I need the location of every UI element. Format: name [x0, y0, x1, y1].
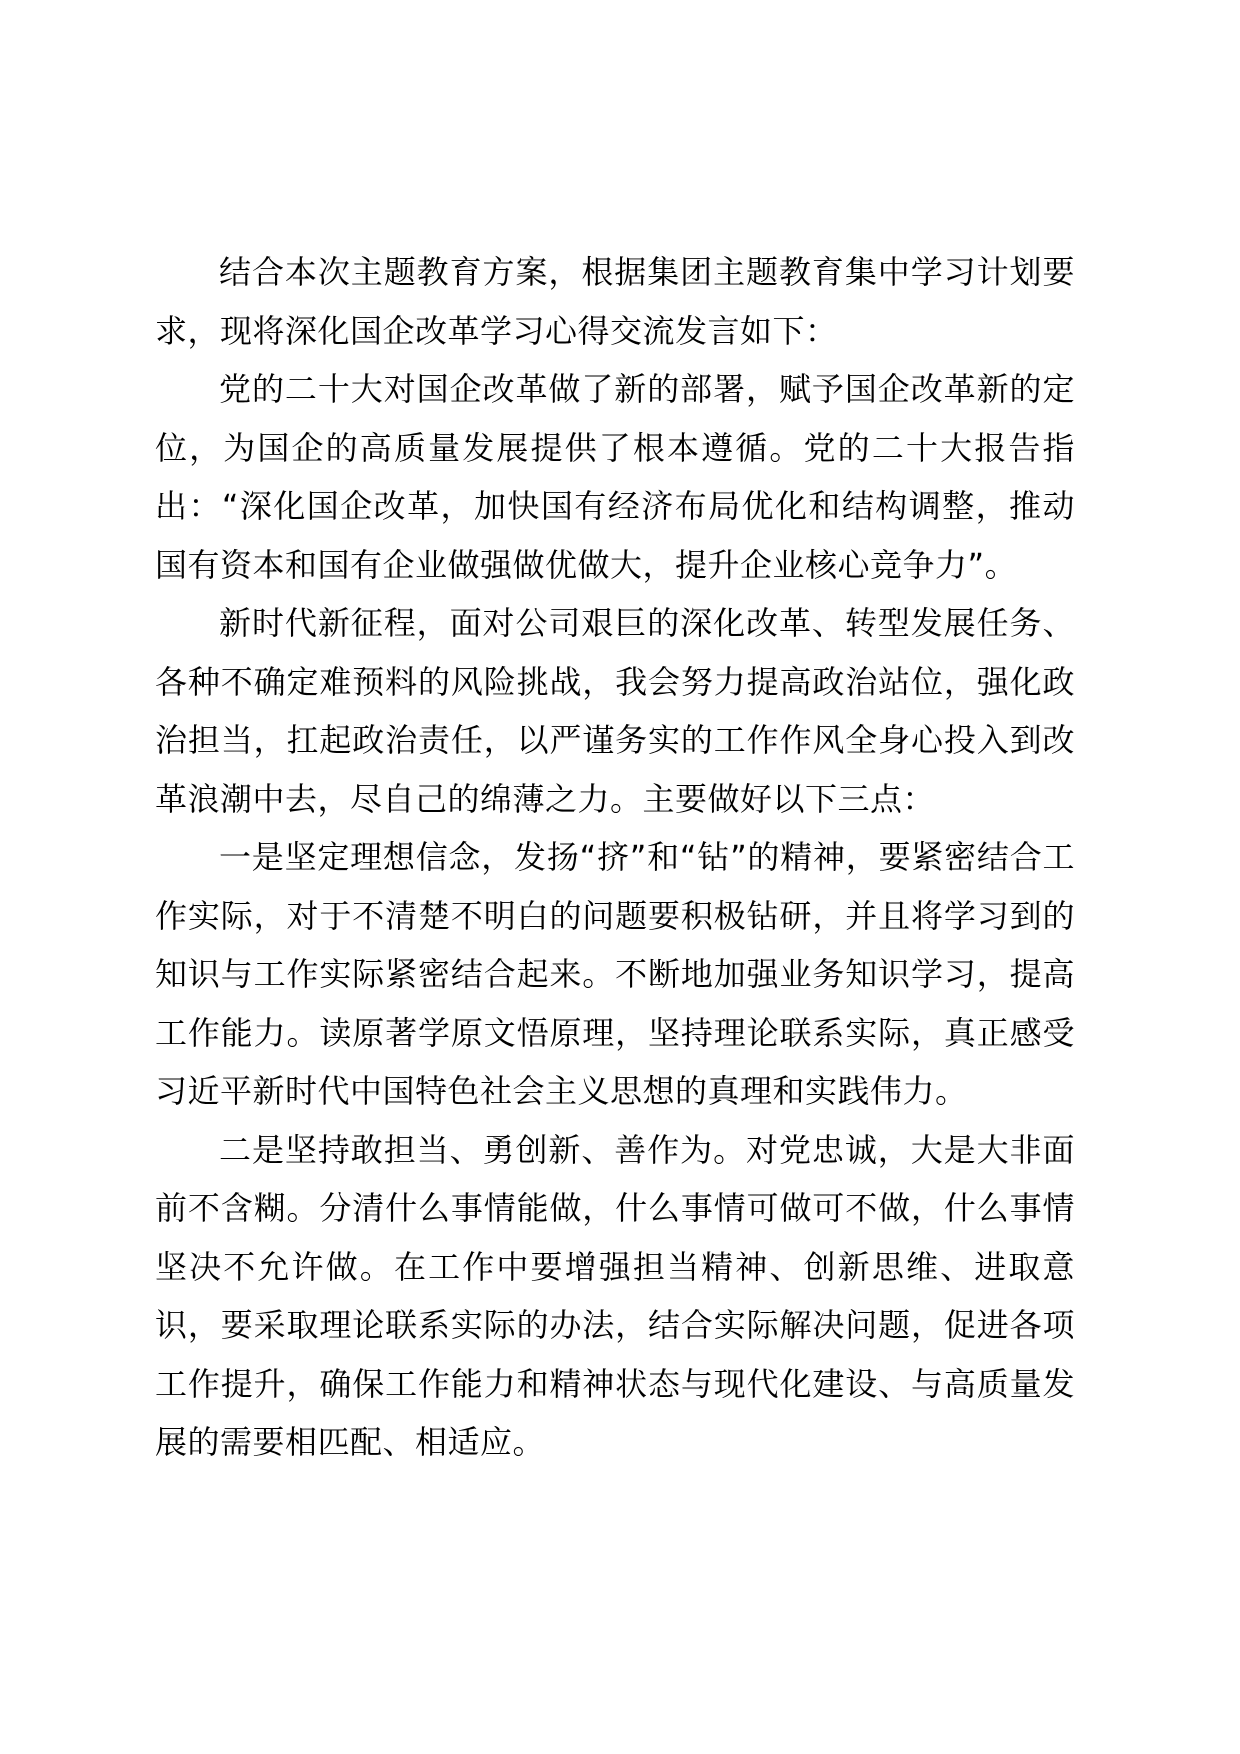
document-body [155, 243, 1075, 1472]
paragraph-intro: 结合本次主题教育方案，根据集团主题教育集中学习计划要求，现将深化国企改革学习心得交流发言如下： [155, 253, 1075, 350]
paragraph-point-two: 二是坚持敢担当、勇创新、善作为。对党忠诚，大是大非面前不含糊。分清什么事情能做，什么事情可做可不做，什么事情坚决不允许做。在工作中要增强担当精神、创新思维、进取意识，要采取理论联系实际的办法，结合实际解决问题，促进各项工作提升，确保工作能力和精神状态与现代化建设、与高质量发展的需要相匹配、相适应。 [155, 1130, 1075, 1461]
paragraph-twentieth-congress: 党的二十大对国企改革做了新的部署，赋予国企改革新的定位，为国企的高质量发展提供了根本遵循。党的二十大报告指出：“深化国企改革，加快国有经济布局优化和结构调整，推动国有资本和国有企业做强做优做大，提升企业核心竞争力”。 [155, 370, 1075, 584]
paragraph-point-one: 一是坚定理想信念，发扬“挤”和“钻”的精神，要紧密结合工作实际，对于不清楚不明白的问题要积极钻研，并且将学习到的知识与工作实际紧密结合起来。不断地加强业务知识学习，提高工作能力。读原著学原文悟原理，坚持理论联系实际，真正感受习近平新时代中国特色社会主义思想的真理和实践伟力。 [155, 838, 1075, 1110]
paragraph-new-era: 新时代新征程，面对公司艰巨的深化改革、转型发展任务、各种不确定难预料的风险挑战，我会努力提高政治站位，强化政治担当，扛起政治责任，以严谨务实的工作作风全身心投入到改革浪潮中去，尽自己的绵薄之力。主要做好以下三点： [155, 604, 1075, 818]
